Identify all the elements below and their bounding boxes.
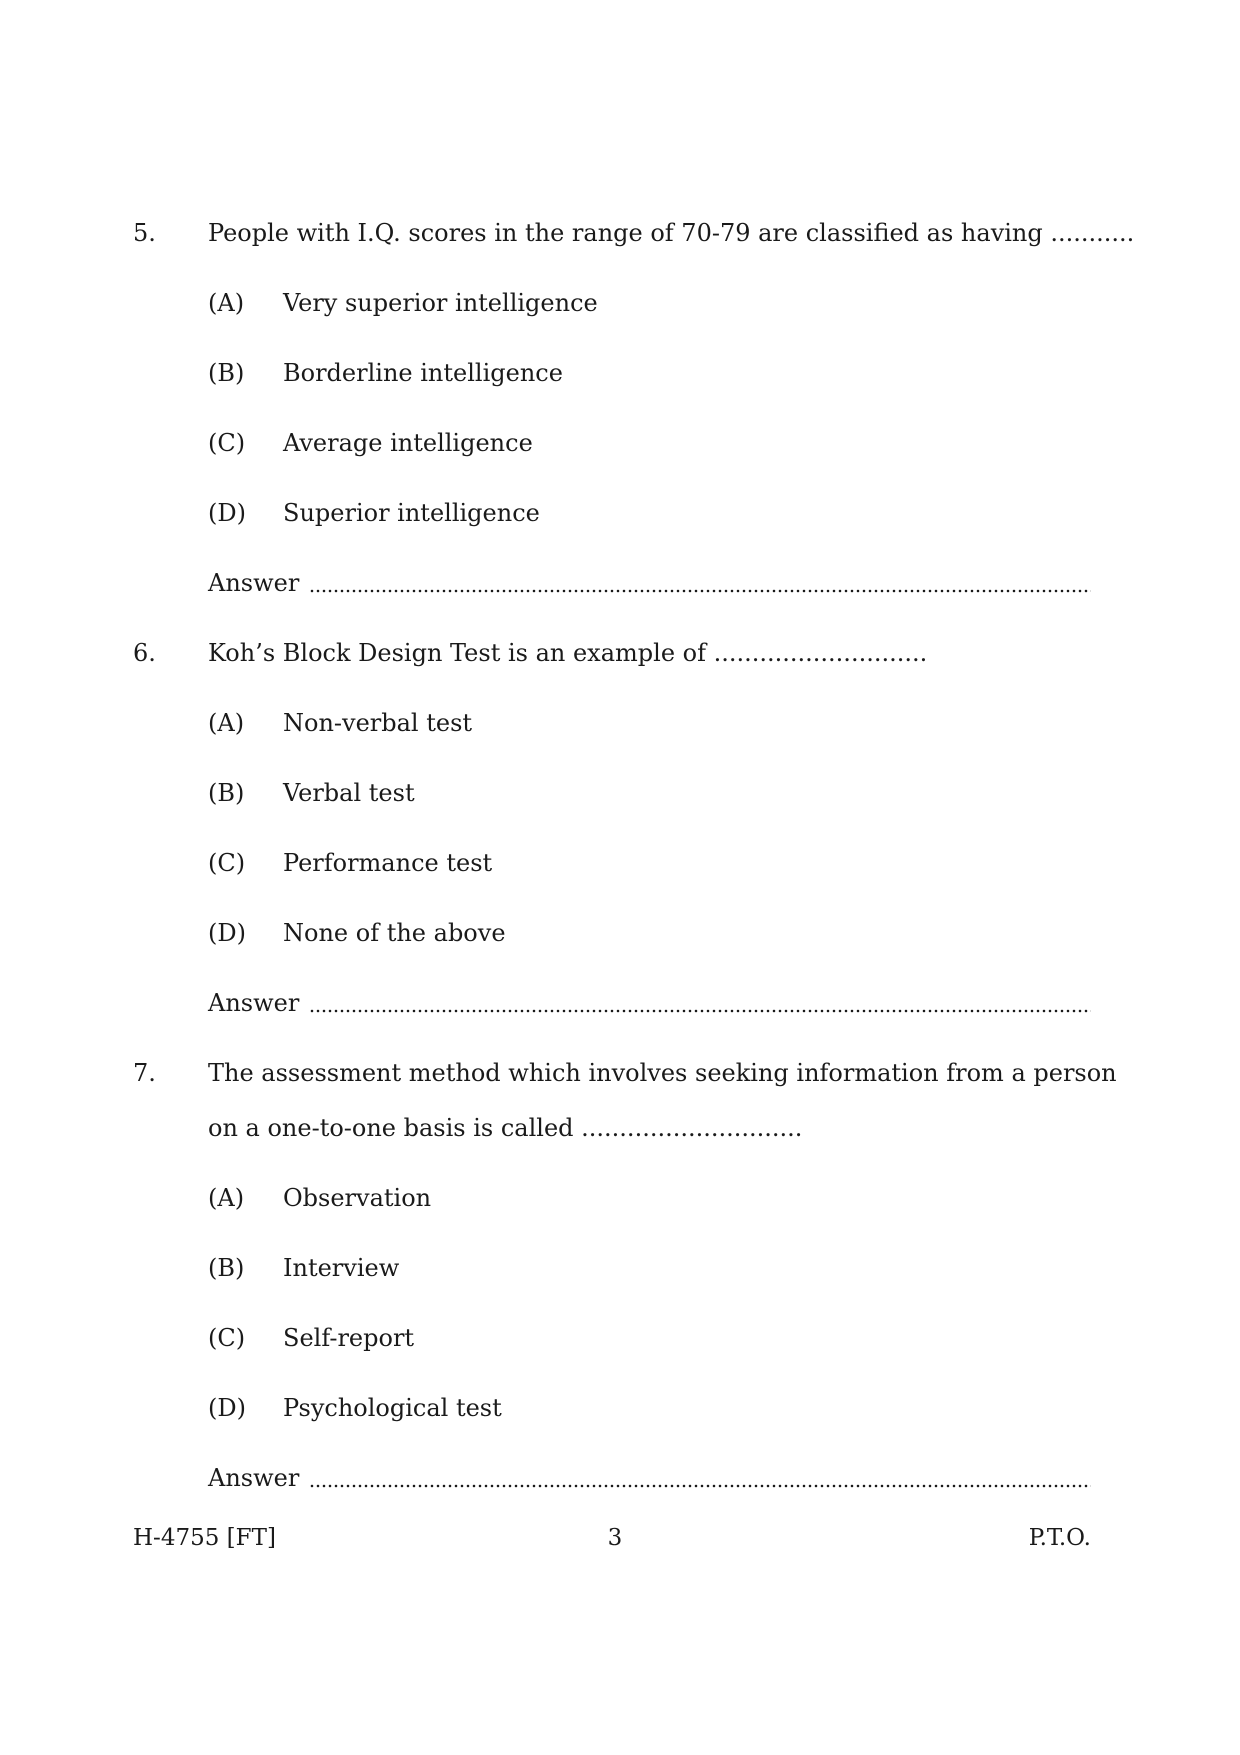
question-5-option-b-label: (B) (208, 359, 245, 387)
question-6-number: 6. (133, 639, 156, 667)
question-5-option-d-text: Superior intelligence (283, 499, 540, 527)
question-6-answer-label: Answer (208, 989, 300, 1017)
question-5-answer-line[interactable] (208, 568, 1091, 598)
question-7-option-a-text: Observation (283, 1184, 432, 1212)
question-7-stem-line-2: on a one-to-one basis is called ............................. (208, 1114, 803, 1142)
question-7-option-a-label: (A) (208, 1184, 245, 1212)
question-5-answer-label: Answer (208, 569, 300, 597)
question-6-answer-line[interactable] (208, 988, 1091, 1018)
question-5-answer-dots (309, 589, 1091, 593)
question-7-option-d-text: Psychological test (283, 1394, 502, 1422)
question-6-option-d-text: None of the above (283, 919, 506, 947)
question-7-option-c-text: Self-report (283, 1324, 415, 1352)
question-6-option-b-text: Verbal test (283, 779, 415, 807)
question-6-option-c-text: Performance test (283, 849, 493, 877)
question-6-option-c-label: (C) (208, 849, 246, 877)
question-6-option-b-label: (B) (208, 779, 245, 807)
footer-paper-code: H-4755 [FT] (133, 1525, 276, 1551)
question-5-option-a-text: Very superior intelligence (283, 289, 598, 317)
question-7-option-c-label: (C) (208, 1324, 246, 1352)
question-6-stem: Koh’s Block Design Test is an example of ............................ (208, 639, 928, 667)
question-7-option-d-label: (D) (208, 1394, 246, 1422)
question-5-option-c-label: (C) (208, 429, 246, 457)
question-6-answer-dots (309, 1009, 1091, 1013)
question-7-option-b-text: Interview (283, 1254, 400, 1282)
question-6-option-d-label: (D) (208, 919, 246, 947)
question-5-option-c-text: Average intelligence (283, 429, 533, 457)
question-5-stem: People with I.Q. scores in the range of 70-79 are classified as having ........... (208, 219, 1135, 247)
question-6-option-a-text: Non-verbal test (283, 709, 473, 737)
question-7-stem-line-1: The assessment method which involves seeking information from a person (208, 1059, 1117, 1087)
question-7-answer-line[interactable] (208, 1463, 1091, 1493)
question-5-option-d-label: (D) (208, 499, 246, 527)
footer-pto: P.T.O. (1028, 1525, 1091, 1551)
question-6-option-a-label: (A) (208, 709, 245, 737)
footer-page-number: 3 (607, 1525, 623, 1551)
question-5-number: 5. (133, 219, 156, 247)
question-7-number: 7. (133, 1059, 156, 1087)
question-7-answer-dots (309, 1484, 1091, 1488)
question-5-option-b-text: Borderline intelligence (283, 359, 563, 387)
question-5-option-a-label: (A) (208, 289, 245, 317)
question-7-option-b-label: (B) (208, 1254, 245, 1282)
question-7-answer-label: Answer (208, 1464, 300, 1492)
